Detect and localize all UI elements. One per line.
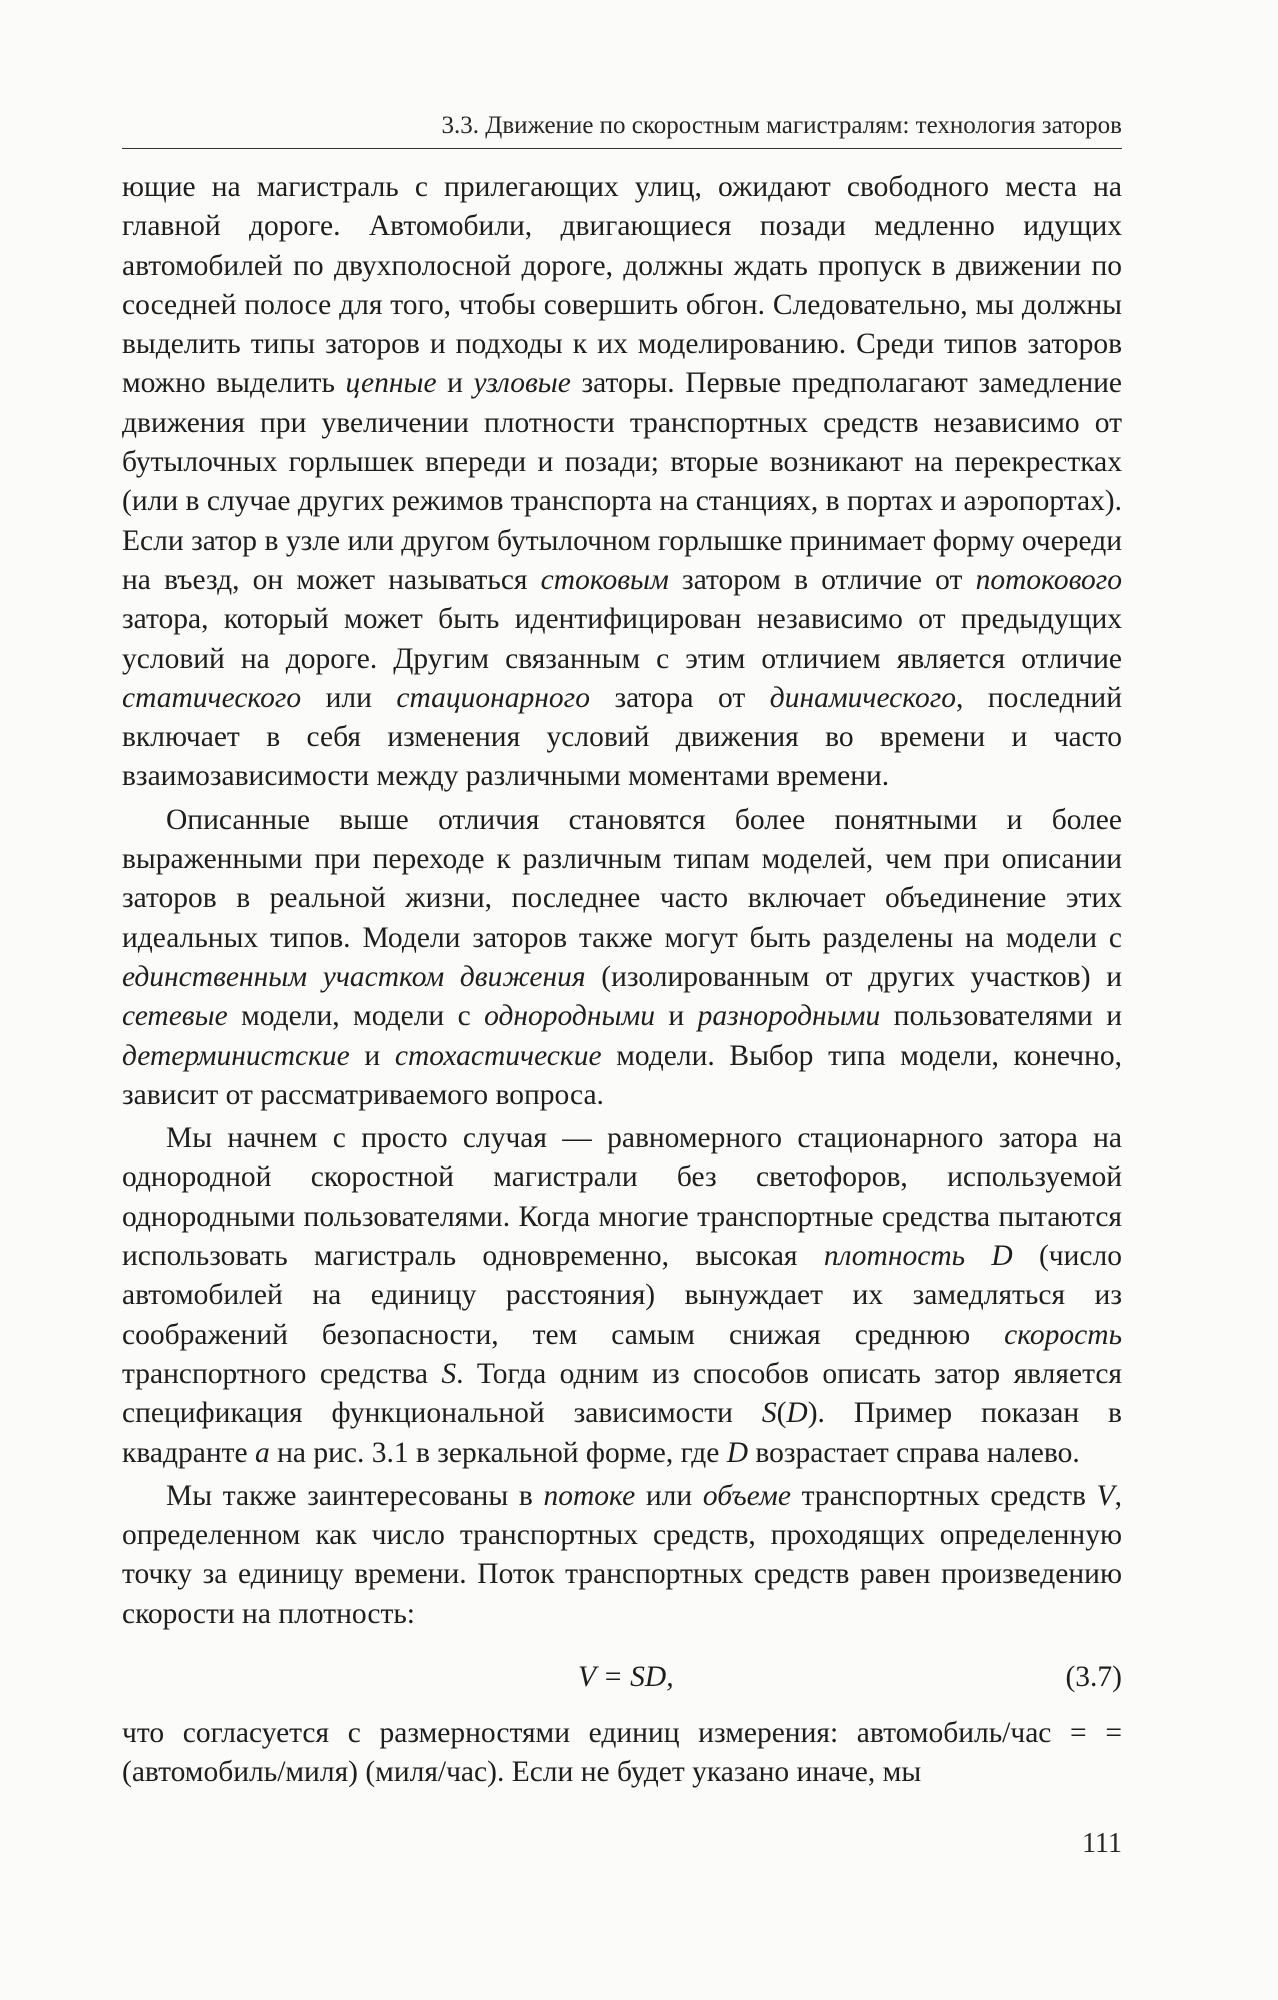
page-number: 111 (1082, 1828, 1122, 1859)
text-run: модели. Выбор типа модели, конечно, зависит от рассматриваемого вопроса. (122, 1039, 1122, 1111)
text-run: возрастает справа налево. (748, 1436, 1080, 1469)
emphasis: скорость (1004, 1318, 1122, 1351)
text-run: пользователями и (880, 1000, 1122, 1033)
text-run: ( (776, 1397, 787, 1430)
emphasis: потокового (975, 563, 1122, 596)
paragraph-3 (122, 1119, 1122, 1473)
equation-number: (3.7) (1065, 1660, 1122, 1693)
emphasis: S (761, 1397, 777, 1430)
emphasis: D (786, 1397, 808, 1430)
emphasis: сетевые (122, 1000, 228, 1033)
paragraph-2 (122, 801, 1122, 1115)
text-run: или (635, 1479, 703, 1512)
book-page (122, 0, 1122, 2000)
text-run: затором в отличие от (668, 563, 976, 596)
text-run: Мы начнем с просто случая — равномерного стационарного затора на однородной скоростной магистрали без светофоров, используемой однородными пользователями. Когда многие транспортные средства пытаются использовать магистраль одновременно, высокая (122, 1122, 1122, 1273)
emphasis: узловые (473, 367, 571, 400)
text-run: . Тогда одним из способов описать затор является спецификация функциональной зависимости (122, 1357, 1122, 1430)
text-run: (изолированным от других участков) и (585, 960, 1122, 993)
emphasis: потоке (543, 1479, 636, 1512)
emphasis: S (441, 1357, 457, 1390)
paragraph-1 (122, 168, 1122, 797)
text-run: Мы также заинтересованы в (166, 1479, 544, 1512)
text-run: (число автомобилей на единицу расстояния) вынуждает их замедляться из соображений безопасности, тем самым снижая среднюю (122, 1240, 1122, 1351)
running-title: 3.3. Движение по скоростным магистралям: технология заторов (441, 112, 1122, 139)
text-run: модели, модели с (227, 1000, 485, 1033)
emphasis: статического (122, 681, 302, 714)
text-run: или (301, 681, 397, 714)
emphasis: цепные (345, 367, 437, 400)
emphasis: однородными (484, 1000, 656, 1033)
emphasis: динамического (769, 681, 956, 714)
text-run: на рис. 3.1 в зеркальной форме, где (269, 1436, 727, 1469)
text-run: затора, который может быть идентифицирован независимо от предыдущих условий на дороге. Другим связанным с этим отличием является отличие (122, 603, 1122, 675)
text-run: что согласуется с размерностями единиц измерения: автомобиль/час = = (автомобиль/миля) (миля/час). Если не будет указано иначе, мы (122, 1716, 1122, 1789)
emphasis: стохастические (394, 1039, 602, 1072)
emphasis: стоковым (540, 563, 669, 596)
emphasis: стационарного (396, 681, 590, 714)
emphasis: D (726, 1436, 748, 1469)
text-run: , определенном как число транспортных средств, проходящих определенную точку за единицу времени. Поток транспортных средств равен произведению скорости на плотность: (122, 1479, 1122, 1630)
text-run: транспортных средств (790, 1479, 1097, 1512)
equation-body: V = SD, (578, 1660, 674, 1693)
emphasis: a (254, 1436, 270, 1469)
paragraph-5 (122, 1714, 1122, 1793)
text-run: и (436, 367, 474, 400)
equation (122, 1644, 1122, 1714)
text-run: ). Пример показан в квадранте (122, 1397, 1122, 1469)
emphasis: V (1096, 1479, 1115, 1512)
text-run: и (655, 1000, 698, 1033)
text-run: транспортного средства (122, 1357, 442, 1390)
emphasis: детерминистские (122, 1039, 350, 1072)
emphasis: единственным участком движения (122, 960, 586, 993)
text-run: , последний включает в себя изменения условий движения во времени и часто взаимозависимости между различными моментами времени. (122, 681, 1122, 793)
text-run: затора от (589, 681, 770, 714)
text-run: ющие на магистраль с прилегающих улиц, ожидают свободного места на главной дороге. Автомобили, двигающиеся позади медленно идущих автомобилей по двухполосной дороге, должны ждать пропуск в движении по соседней полосе для того, чтобы совершить обгон. Следовательно, мы должны выделить типы заторов и подходы к их моделированию. Среди типов заторов можно выделить (122, 171, 1122, 400)
body-text (122, 168, 1122, 1793)
emphasis: разнородными (697, 1000, 881, 1033)
text-run: заторы. Первые предполагают замедление движения при увеличении плотности транспортных средств независимо от бутылочных горлышек впереди и позади; вторые возникают на перекрестках (или в случае других режимов транспорта на станциях, в портах и аэропортах). Если затор в узле или другом бутылочном горлышке принимает форму очереди на въезд, он может называться (122, 367, 1122, 596)
text-run: и (349, 1039, 395, 1072)
text-run: Описанные выше отличия становятся более понятными и более выраженными при переходе к различным типам моделей, чем при описании заторов в реальной жизни, последнее часто включает объединение этих идеальных типов. Модели заторов также могут быть разделены на модели с (122, 803, 1122, 954)
header-rule (122, 148, 1122, 149)
emphasis: плотность D (823, 1240, 1013, 1273)
emphasis: объеме (702, 1479, 791, 1512)
paragraph-4 (122, 1477, 1122, 1634)
